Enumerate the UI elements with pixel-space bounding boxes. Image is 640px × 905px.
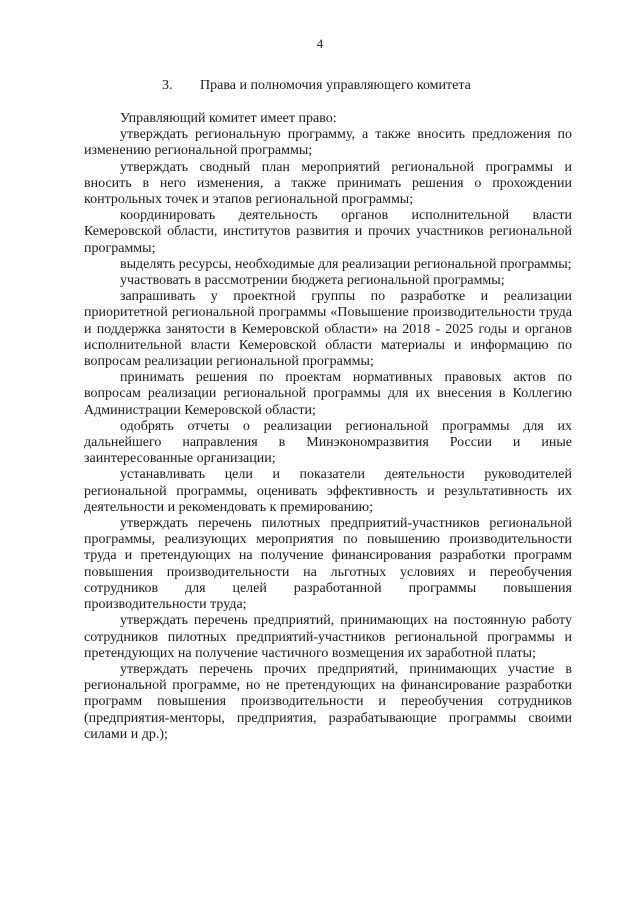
paragraph: запрашивать у проектной группы по разработке и реализации приоритетной региональной программы «Повышение производительности труда и поддержка занятости в Кемеровской области» на 2018 - 2025 годы и органов исполнительной власти Кемеровской области материалы и информацию по вопросам реализации региональной программы; xyxy=(84,289,572,370)
paragraph: утверждать региональную программу, а также вносить предложения по изменению региональной программы; xyxy=(84,127,572,159)
paragraph: утверждать сводный план мероприятий региональной программы и вносить в него изменения, а также принимать решения о прохождении контрольных точек и этапов региональной программы; xyxy=(84,159,572,208)
section-title: Права и полномочия управляющего комитета xyxy=(200,78,471,93)
paragraph: утверждать перечень пилотных предприятий-участников региональной программы, реализующих мероприятия по повышению производительности труда и претендующих на получение финансирования разработки программ повышения производительности на льготных условиях и переобучения сотрудников для целей разработанной программы повышения производительности труда; xyxy=(84,516,572,613)
paragraph: утверждать перечень прочих предприятий, принимающих участие в региональной программе, но не претендующих на финансирование разработки программ повышения производительности и переобучения сотрудников (предприятия-менторы, предприятия, разрабатывающие программы своими силами и др.); xyxy=(84,661,572,742)
paragraph: выделять ресурсы, необходимые для реализации региональной программы; xyxy=(120,256,572,272)
page-number: 4 xyxy=(316,36,324,51)
paragraph: координировать деятельность органов исполнительной власти Кемеровской области, институтов развития и прочих участников региональной программы; xyxy=(84,208,572,256)
paragraph: утверждать перечень предприятий, принимающих на постоянную работу сотрудников пилотных предприятий-участников региональной программы и претендующих на получение частичного возмещения их заработной платы; xyxy=(84,613,572,661)
paragraph: принимать решения по проектам нормативных правовых актов по вопросам реализации региональной программы для их внесения в Коллегию Администрации Кемеровской области; xyxy=(84,370,572,418)
section-number: 3. xyxy=(162,78,173,93)
paragraph: одобрять отчеты о реализации региональной программы для их дальнейшего направления в Минэкономразвития России и иные заинтересованные организации; xyxy=(84,418,572,467)
body-text xyxy=(84,111,572,743)
paragraph-intro: Управляющий комитет имеет право: xyxy=(120,111,337,126)
paragraph: участвовать в рассмотрении бюджета региональной программы; xyxy=(120,273,505,289)
paragraph: устанавливать цели и показатели деятельности руководителей региональной программы, оценивать эффективность и результативность их деятельности и рекомендовать к премированию; xyxy=(84,467,572,515)
